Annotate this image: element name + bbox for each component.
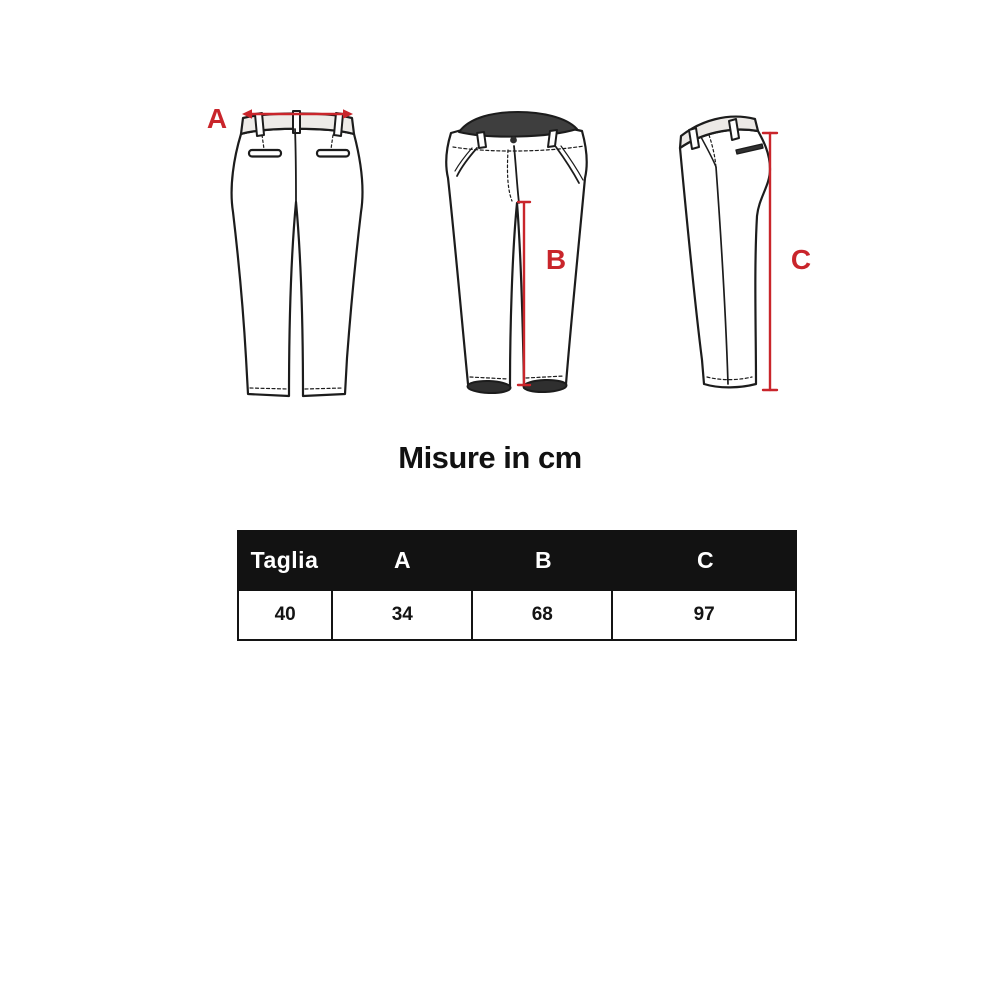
waist-button [510, 137, 517, 144]
size-table-header-b: B [534, 547, 553, 573]
back-pocket [249, 150, 281, 157]
back-pocket [317, 150, 349, 157]
measurement-b-label: B [545, 244, 567, 275]
size-table-header-taglia: Taglia [250, 547, 319, 573]
size-table [237, 530, 797, 641]
page-title: Misure in cm [398, 440, 582, 475]
hem-opening [467, 380, 510, 393]
pants-back-view-drawing [232, 111, 363, 396]
size-table-cell-c: 97 [693, 604, 715, 625]
belt-loop [255, 113, 264, 136]
pants-side-view-drawing [680, 117, 770, 388]
belt-loop [334, 113, 343, 136]
measurement-c-label: C [790, 244, 812, 275]
size-table-cell-b: 68 [473, 591, 613, 639]
measurement-c-annotation [763, 133, 811, 390]
size-table-cell-taglia: 40 [239, 591, 333, 639]
belt-loop [689, 128, 699, 149]
size-table-header-row [237, 530, 797, 591]
measurement-a-label: A [206, 103, 228, 134]
size-table-cell-a: 34 [333, 591, 473, 639]
belt-loop [729, 119, 739, 140]
belt-loop [477, 132, 486, 148]
size-table-header-c: C [696, 547, 715, 573]
size-table-header-a: A [393, 547, 412, 573]
belt-loop [548, 130, 557, 147]
pants-measurement-diagram [0, 0, 1000, 440]
size-table-data-row [237, 591, 797, 641]
